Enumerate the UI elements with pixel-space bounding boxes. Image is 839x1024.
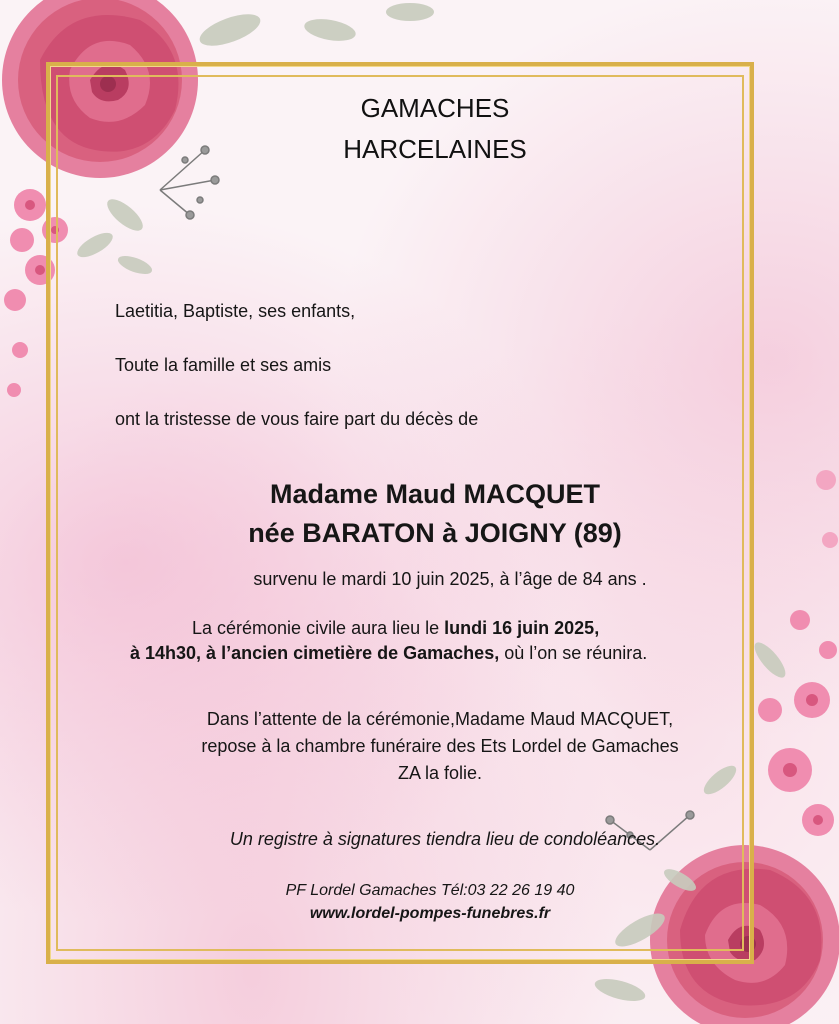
family-line-relatives: Toute la famille et ses amis <box>115 355 332 375</box>
ceremony-date: lundi 16 juin 2025, <box>444 618 600 638</box>
ceremony-suffix: où l’on se réunira. <box>499 643 648 663</box>
funeral-home-website[interactable]: www.lordel-pompes-funebres.fr <box>309 905 551 922</box>
repose-line2: repose à la chambre funéraire des Ets Lordel de Gamaches <box>201 736 679 756</box>
condolences-note: Un registre à signatures tiendra lieu de condoléances. <box>229 829 661 849</box>
family-line-announcement: ont la tristesse de vous faire part du décès de <box>115 409 479 429</box>
ceremony-time-place: à 14h30, à l’ancien cimetière de Gamaches, <box>130 643 500 663</box>
ceremony-line2 <box>130 640 647 666</box>
deceased-death-date: survenu le mardi 10 juin 2025, à l’âge de 84 ans . <box>253 569 647 589</box>
deceased-name: Madame Maud MACQUET <box>269 479 601 509</box>
town-name-line2: HARCELAINES <box>343 134 527 164</box>
funeral-home-contact: PF Lordel Gamaches Tél:03 22 26 19 40 <box>285 882 575 899</box>
town-name-line1: GAMACHES <box>360 93 510 123</box>
deceased-birth: née BARATON à JOIGNY (89) <box>248 518 622 548</box>
ceremony-prefix: La cérémonie civile aura lieu le <box>192 618 445 638</box>
gold-frame-inner <box>56 75 744 951</box>
ceremony-line1 <box>192 615 599 641</box>
repose-line1: Dans l’attente de la cérémonie,Madame Maud MACQUET, <box>206 709 674 729</box>
family-line-children: Laetitia, Baptiste, ses enfants, <box>115 301 356 321</box>
repose-line3: ZA la folie. <box>397 763 483 783</box>
